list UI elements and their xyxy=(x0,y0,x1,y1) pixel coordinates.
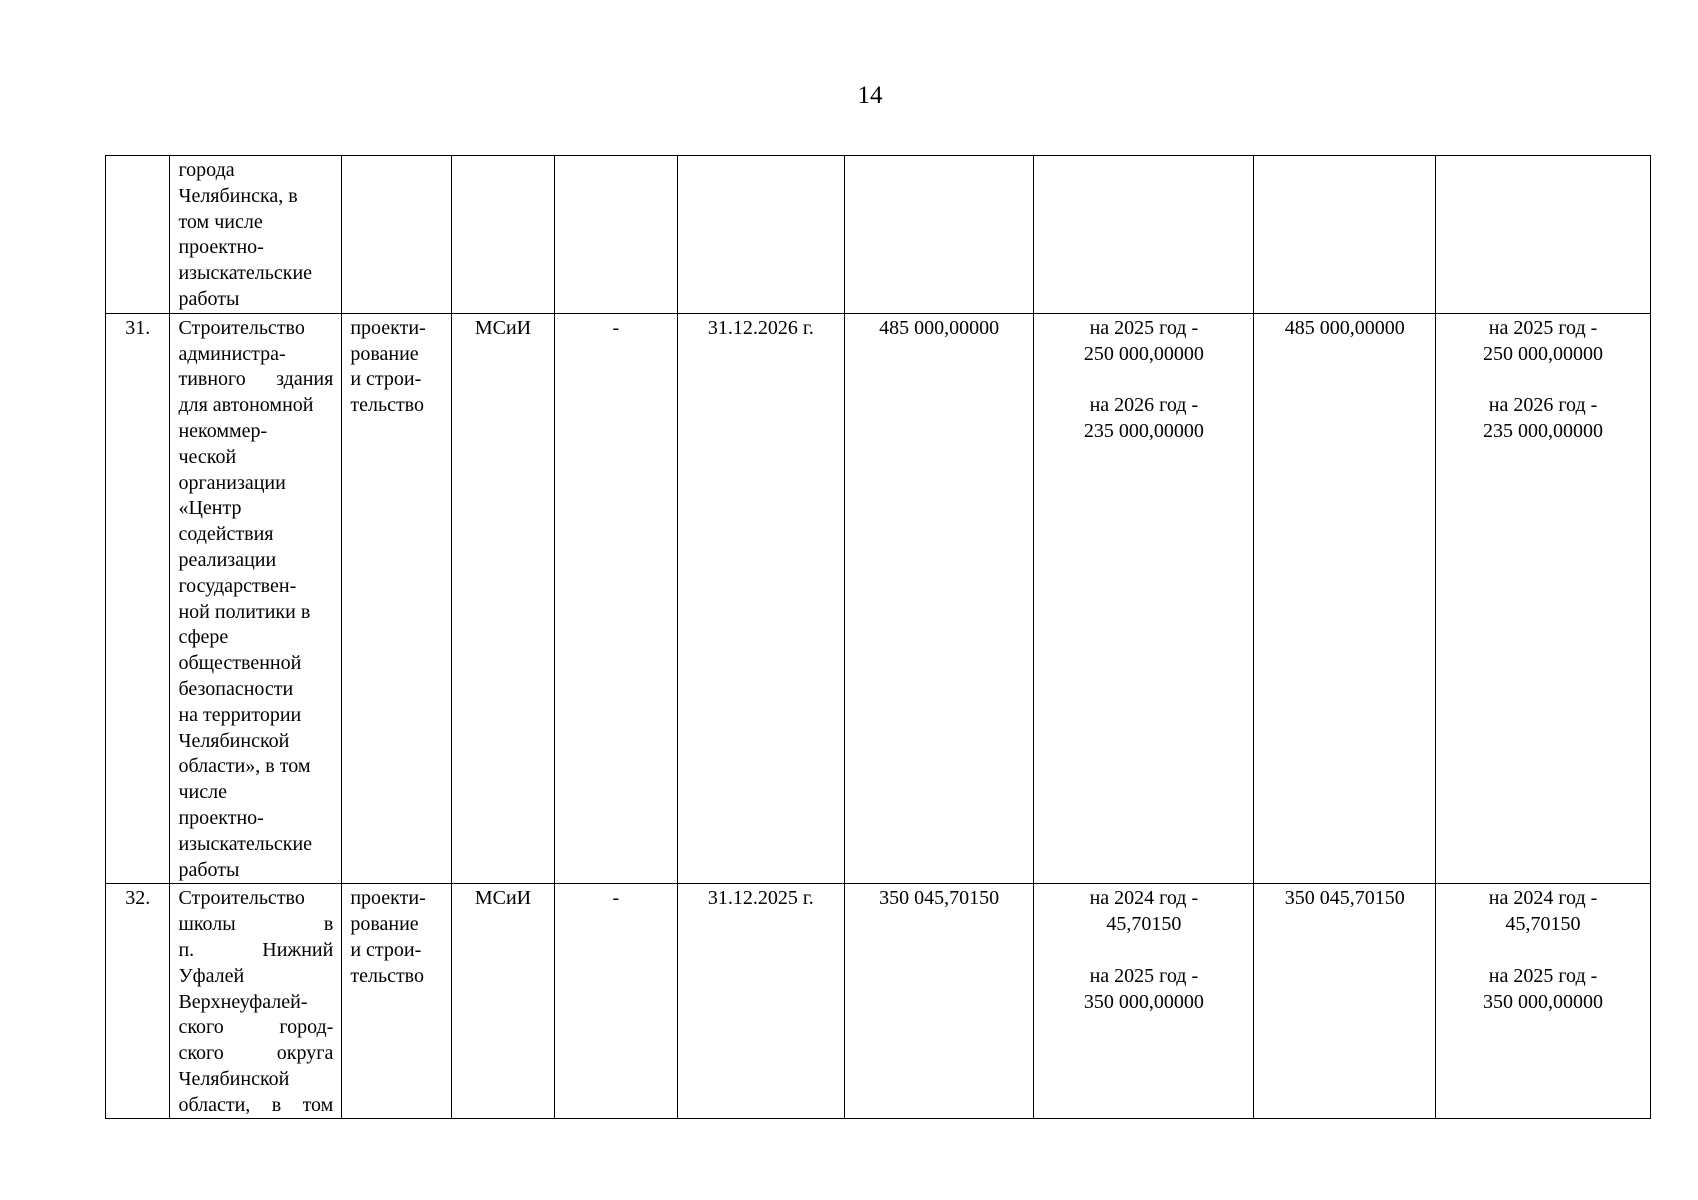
funding-limit-cell xyxy=(1254,156,1436,314)
object-name-line: числе xyxy=(178,781,227,804)
year-amount: 45,70150 xyxy=(1505,913,1581,936)
table-body xyxy=(106,156,1651,1119)
limit-by-year-cell xyxy=(1436,313,1651,884)
year-label: на 2025 год - xyxy=(1488,316,1598,339)
year-amount: 350 000,00000 xyxy=(1083,990,1204,1013)
year-label: на 2024 год - xyxy=(1488,887,1598,910)
object-name-line: «Центр xyxy=(178,497,242,520)
row-number-cell xyxy=(106,313,170,884)
cost-by-year-cell xyxy=(1034,884,1254,1119)
row-number-cell xyxy=(106,156,170,314)
start-date-cell xyxy=(555,884,677,1119)
work-type-line: рование xyxy=(350,913,419,936)
start-date: - xyxy=(612,887,620,910)
work-type-line: тельство xyxy=(350,394,424,417)
work-type-cell xyxy=(342,884,452,1119)
object-name-cell xyxy=(170,156,342,314)
object-name-line: проектно- xyxy=(178,806,264,829)
row-number: 31. xyxy=(125,316,151,339)
year-amount: 45,70150 xyxy=(1106,913,1182,936)
end-date-cell xyxy=(677,313,845,884)
object-name-line: безопасности xyxy=(178,677,294,700)
year-label: на 2025 год - xyxy=(1089,316,1199,339)
end-date: 31.12.2026 г. xyxy=(707,316,814,339)
object-name-line: организации xyxy=(178,471,286,494)
row-number: 32. xyxy=(125,887,151,910)
year-label: на 2024 год - xyxy=(1089,887,1199,910)
customer-cell xyxy=(451,313,554,884)
investment-objects-table xyxy=(105,155,1651,1119)
work-type-line: и строи- xyxy=(350,368,422,391)
object-name-line: Верхнеуфалей- xyxy=(178,990,308,1013)
funding-limit-cell xyxy=(1254,884,1436,1119)
object-name-line: для автономной xyxy=(178,394,314,417)
object-name-line: п. Нижний xyxy=(178,938,334,961)
object-name-line: тивного здания xyxy=(178,368,334,391)
object-name-line: Челябинска, в xyxy=(178,184,298,207)
object-name-line: Строительство xyxy=(178,316,305,339)
object-name-line: работы xyxy=(178,858,240,881)
year-label: на 2026 год - xyxy=(1488,394,1598,417)
estimated-cost: 485 000,00000 xyxy=(879,316,1000,339)
object-name-line: области, в том xyxy=(178,1093,334,1116)
year-label: на 2026 год - xyxy=(1089,394,1199,417)
work-type-line: и строи- xyxy=(350,938,422,961)
work-type-line: тельство xyxy=(350,964,424,987)
cost-by-year-cell xyxy=(1034,313,1254,884)
year-label: на 2025 год - xyxy=(1488,964,1598,987)
object-name-line: ского город- xyxy=(178,1016,334,1039)
object-name-cell xyxy=(170,313,342,884)
object-name-line: общественной xyxy=(178,652,302,675)
year-label: на 2025 год - xyxy=(1089,964,1199,987)
object-name-line: сфере xyxy=(178,626,229,649)
work-type-cell xyxy=(342,313,452,884)
object-name-line: школы в xyxy=(178,913,334,936)
object-name-line: том числе xyxy=(178,210,263,233)
object-name-line: работы xyxy=(178,287,240,310)
row-number-cell xyxy=(106,884,170,1119)
work-type-line: проекти- xyxy=(350,316,426,339)
start-date-cell xyxy=(555,156,677,314)
object-name-line: проектно- xyxy=(178,236,264,259)
work-type-line: проекти- xyxy=(350,887,426,910)
object-name-line: города xyxy=(178,159,235,181)
object-name-line: ческой xyxy=(178,445,237,468)
work-type-line: рование xyxy=(350,342,419,365)
funding-limit: 350 045,70150 xyxy=(1284,887,1405,910)
end-date-cell xyxy=(677,156,845,314)
cost-by-year-cell xyxy=(1034,156,1254,314)
funding-limit: 485 000,00000 xyxy=(1284,316,1405,339)
object-name-line: реализации xyxy=(178,548,277,571)
year-amount: 250 000,00000 xyxy=(1083,342,1204,365)
object-name-line: администра- xyxy=(178,342,286,365)
object-name-line: Челябинской xyxy=(178,729,290,752)
year-amount: 235 000,00000 xyxy=(1083,419,1204,442)
customer-cell xyxy=(451,884,554,1119)
estimated-cost-cell xyxy=(845,156,1034,314)
customer: МСиИ xyxy=(474,316,532,339)
table-row xyxy=(106,156,1651,314)
object-name-cell xyxy=(170,884,342,1119)
object-name-line: изыскательские xyxy=(178,262,313,285)
limit-by-year-cell xyxy=(1436,156,1651,314)
table-row xyxy=(106,884,1651,1119)
table-row xyxy=(106,313,1651,884)
estimated-cost-cell xyxy=(845,884,1034,1119)
object-name-line: содействия xyxy=(178,523,274,546)
end-date: 31.12.2025 г. xyxy=(707,887,814,910)
year-amount: 235 000,00000 xyxy=(1483,419,1604,442)
customer: МСиИ xyxy=(474,887,532,910)
object-name-line: ной политики в xyxy=(178,600,311,623)
object-name-line: некоммер- xyxy=(178,419,268,442)
estimated-cost: 350 045,70150 xyxy=(879,887,1000,910)
object-name-line: Челябинской xyxy=(178,1067,290,1090)
limit-by-year-cell xyxy=(1436,884,1651,1119)
object-name-line: Уфалей xyxy=(178,964,245,987)
object-name-line: изыскательские xyxy=(178,832,313,855)
object-name-line: ского округа xyxy=(178,1042,334,1065)
estimated-cost-cell xyxy=(845,313,1034,884)
start-date-cell xyxy=(555,313,677,884)
object-name-line: государствен- xyxy=(178,574,297,597)
start-date: - xyxy=(612,316,620,339)
object-name-line: Строительство xyxy=(178,887,305,910)
work-type-cell xyxy=(342,156,452,314)
page-number: 14 xyxy=(857,82,883,109)
year-amount: 350 000,00000 xyxy=(1483,990,1604,1013)
object-name-line: на территории xyxy=(178,703,302,726)
object-name-line: области», в том xyxy=(178,755,311,778)
end-date-cell xyxy=(677,884,845,1119)
year-amount: 250 000,00000 xyxy=(1483,342,1604,365)
funding-limit-cell xyxy=(1254,313,1436,884)
customer-cell xyxy=(451,156,554,314)
